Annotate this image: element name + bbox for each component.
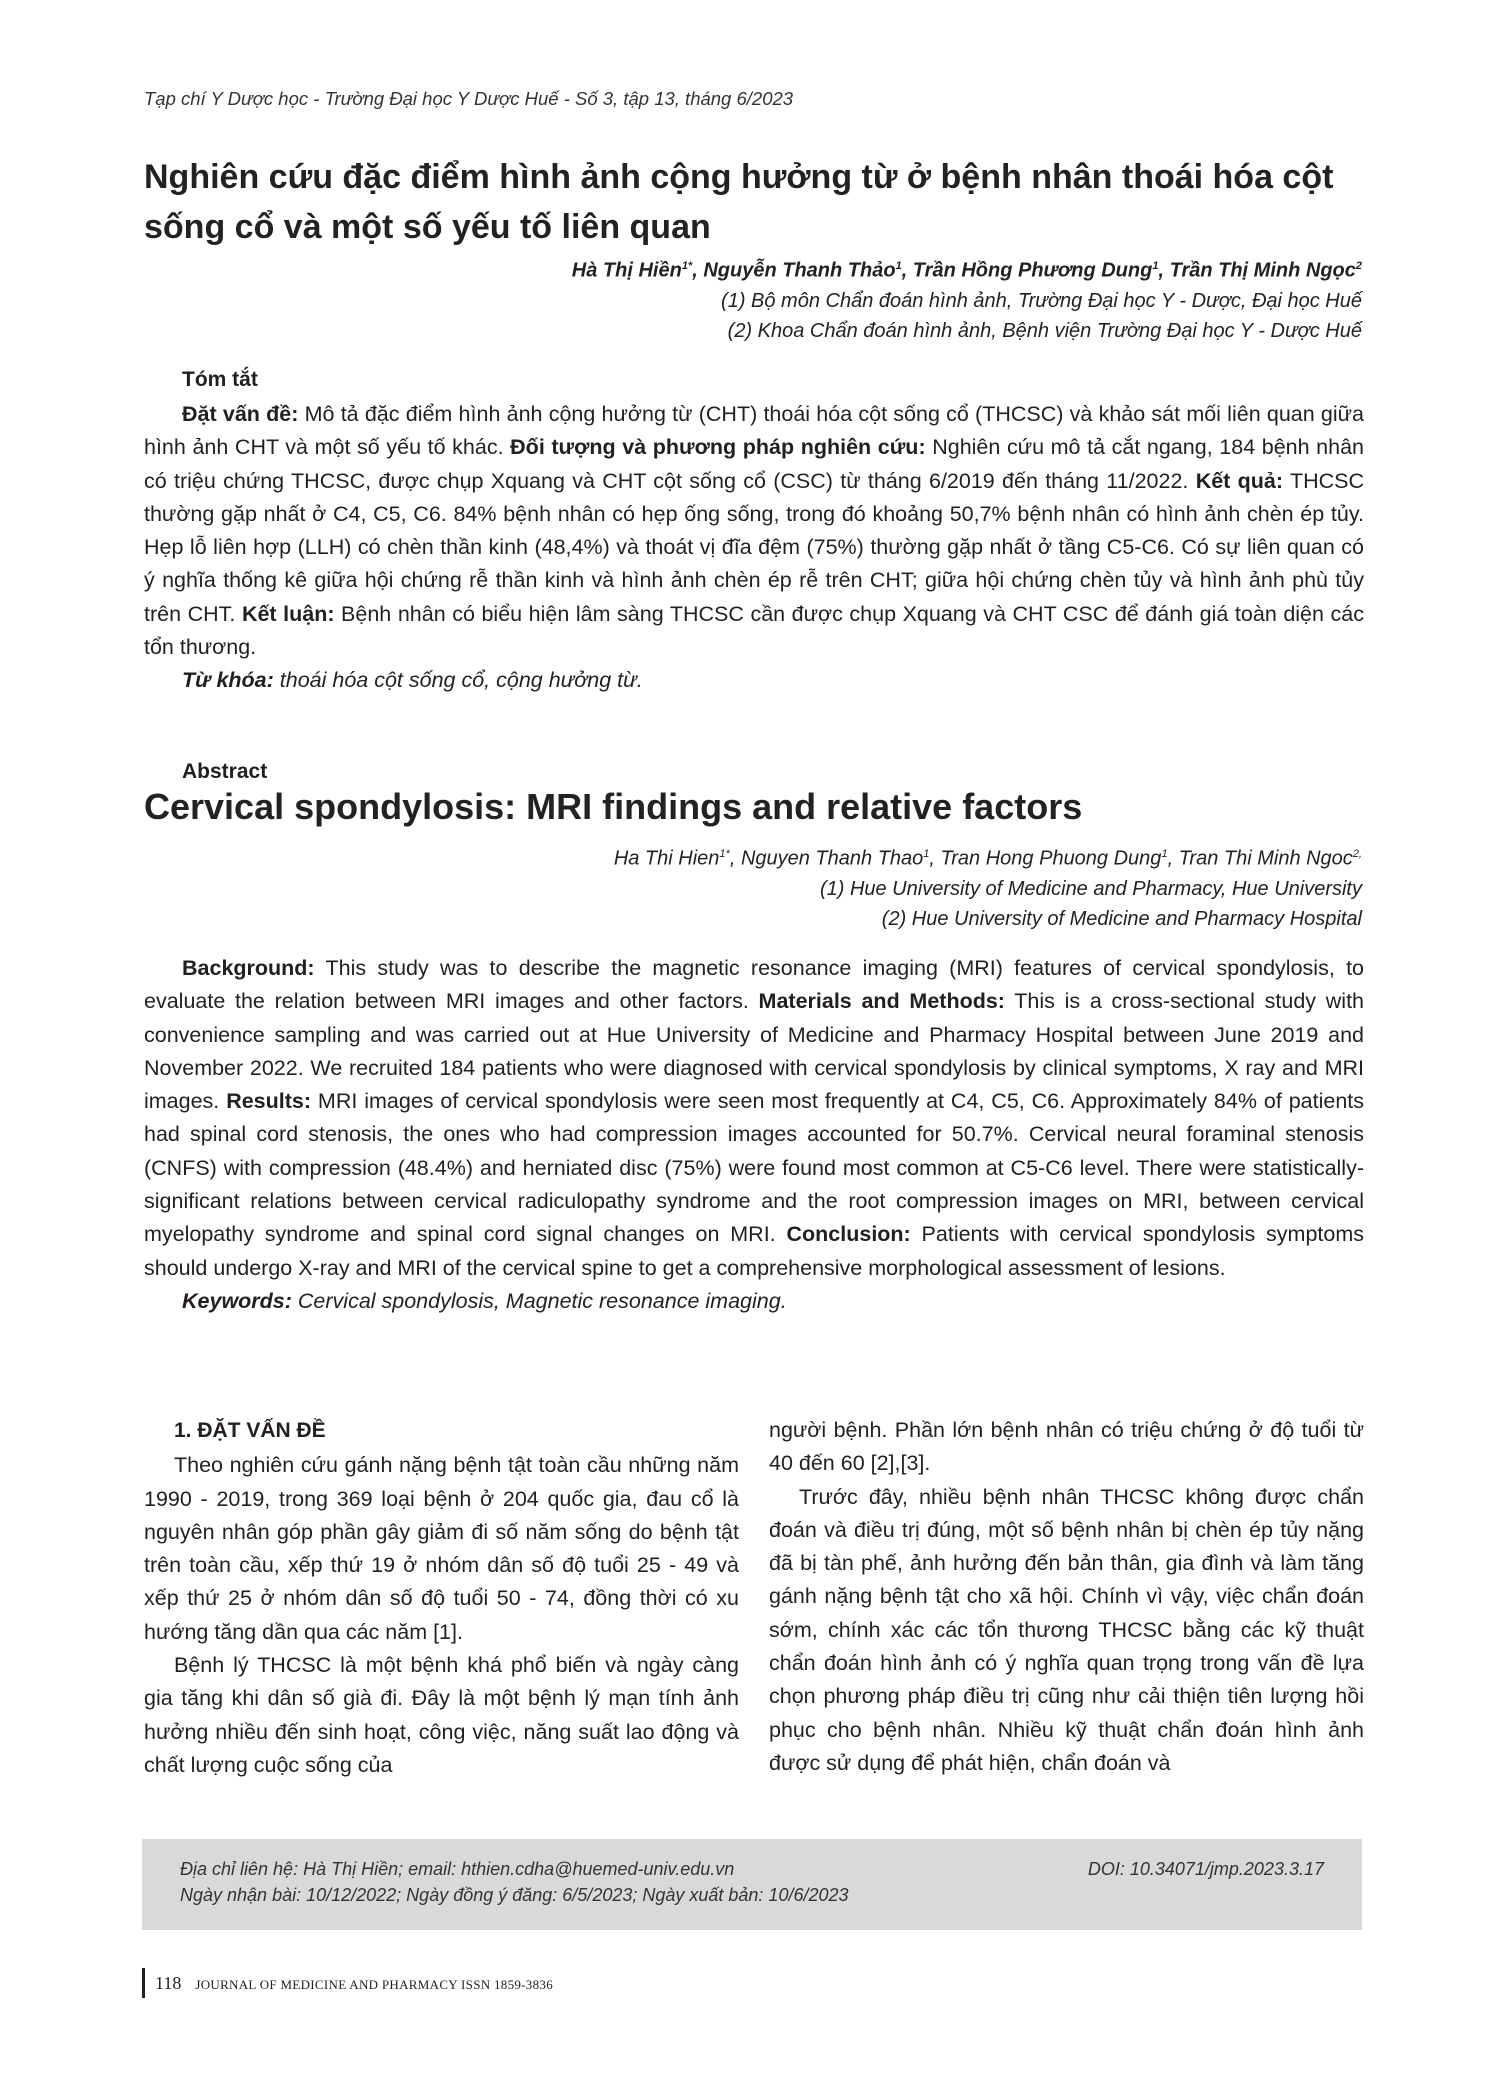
affiliation-2-vn: (2) Khoa Chẩn đoán hình ảnh, Bệnh viện Trường Đại học Y - Dược Huế — [727, 319, 1362, 342]
author-affil-sup: 2 — [1355, 260, 1362, 272]
doi-line: DOI: 10.34071/jmp.2023.3.17 — [1087, 1859, 1324, 1879]
correspondence-box — [142, 1839, 1362, 1930]
text-conclusion-vn: Bệnh nhân có biểu hiện lâm sàng THCSC cần được chụp Xquang và CHT CSC để đánh giá toàn diện các tổn thương. — [144, 601, 1364, 660]
label-methods-vn: Đối tượng và phương pháp nghiên cứu: — [510, 435, 926, 460]
page-number: 118 — [155, 1973, 182, 1993]
author-name: , Nguyễn Thanh Thảo — [692, 259, 896, 282]
article-title-en: Cervical spondylosis: MRI findings and relative factors — [144, 786, 1083, 827]
keywords-label-en: Keywords: — [182, 1288, 292, 1313]
body-paragraph: Theo nghiên cứu gánh nặng bệnh tật toàn cầu những năm 1990 - 2019, trong 369 loại bệnh ở 204 quốc gia, đau cổ là nguyên nhân góp phần gây giảm đi số năm sống do bệnh tật trên toàn cầu, xếp thứ 19 ở nhóm dân số độ tuổi 25 - 49 và xếp thứ 25 ở nhóm dân số độ tuổi 50 - 74, đồng thời có xu hướng tăng dần qua các năm [1]. — [144, 1453, 739, 1644]
author-name: , Tran Thi Minh Ngoc — [1167, 847, 1353, 870]
affiliation-1-vn: (1) Bộ môn Chẩn đoán hình ảnh, Trường Đại học Y - Dược, Đại học Huế — [721, 289, 1362, 312]
authors-vn — [572, 251, 1362, 346]
author-name: , Trần Hồng Phương Dung — [901, 259, 1153, 282]
label-results-en: Results: — [226, 1089, 312, 1114]
affiliation-2-en: (2) Hue University of Medicine and Pharmacy Hospital — [881, 907, 1362, 930]
body-paragraph: Bệnh lý THCSC là một bệnh khá phổ biến và ngày càng gia tăng khi dân số già đi. Đây là một bệnh lý mạn tính ảnh hưởng nhiều đến sinh hoạt, công việc, năng suất lao động và chất lượng cuộc sống của — [144, 1653, 739, 1777]
author-name: Ha Thi Hien — [613, 847, 720, 870]
body-paragraph: người bệnh. Phần lớn bệnh nhân có triệu chứng ở độ tuổi từ 40 đến 60 [2],[3]. — [769, 1418, 1364, 1476]
label-conclusion-vn: Kết luận: — [241, 601, 335, 626]
author-affil-sup: 1* — [719, 848, 730, 860]
label-background-en: Background: — [182, 956, 315, 980]
author-name: , Trần Thị Minh Ngọc — [1158, 259, 1356, 282]
article-title-vn: Nghiên cứu đặc điểm hình ảnh cộng hưởng từ ở bệnh nhân thoái hóa cột sống cổ và một số yếu tố liên quan — [144, 158, 1334, 246]
abstract-paragraph-vn — [144, 398, 1364, 664]
body-column-left — [144, 1414, 739, 1782]
author-list-vn — [572, 251, 1362, 286]
keywords-vn — [144, 664, 1364, 697]
abstract-heading-en: Abstract — [182, 760, 268, 783]
text-results-vn: THCSC thường gặp nhất ở C4, C5, C6. 84% bệnh nhân có hẹp ống sống, trong đó khoảng 50,7% bệnh nhân có hình ảnh chèn ép tủy. Hẹp lỗ liên hợp (LLH) có chèn thần kinh (48,4%) và thoát vị đĩa đệm (75%) thường gặp nhất ở tầng C5-C6. Có sự liên quan có ý nghĩa thống kê giữa hội chứng rễ thần kinh và hình ảnh chèn ép rễ trên CHT; giữa hội chứng chèn tủy và hình ảnh phù tủy trên CHT. — [144, 468, 1364, 626]
journal-name: JOURNAL OF MEDICINE AND PHARMACY ISSN 1859-3836 — [195, 1977, 554, 1992]
dates-line: Ngày nhận bài: 10/12/2022; Ngày đồng ý đăng: 6/5/2023; Ngày xuất bản: 10/6/2023 — [180, 1885, 849, 1905]
author-affil-sup: 2, — [1352, 848, 1362, 860]
abstract-heading-vn: Tóm tắt — [182, 368, 258, 391]
author-affil-sup: 1* — [681, 260, 693, 272]
author-name: , Nguyen Thanh Thao — [729, 847, 924, 870]
body-paragraph: Trước đây, nhiều bệnh nhân THCSC không được chẩn đoán và điều trị đúng, một số bệnh nhân bị chèn ép tủy nặng đã bị tàn phế, ảnh hưởng đến bản thân, gia đình và làm tăng gánh nặng bệnh tật cho xã hội. Chính vì vậy, việc chẩn đoán sớm, chính xác các tổn thương THCSC bằng các kỹ thuật chẩn đoán hình ảnh có ý nghĩa quan trọng trong vấn đề lựa chọn phương pháp điều trị cũng như cải thiện tiên lượng hồi phục cho bệnh nhân. Nhiều kỹ thuật chẩn đoán hình ảnh được sử dụng để phát hiện, chẩn đoán và — [769, 1484, 1364, 1775]
author-affil-sup: 1 — [1152, 260, 1159, 272]
abstract-paragraph-en — [144, 952, 1364, 1285]
author-name: , Tran Hong Phuong Dung — [929, 847, 1162, 870]
text-conclusion-en: Patients with cervical spondylosis symptoms should undergo X-ray and MRI of the cervical spine to get a comprehensive morphological assessment of lesions. — [144, 1222, 1364, 1280]
contact-line: Địa chỉ liên hệ: Hà Thị Hiền; email: hthien.cdha@huemed-univ.edu.vn — [180, 1859, 735, 1879]
journal-header: Tạp chí Y Dược học - Trường Đại học Y Dược Huế - Số 3, tập 13, tháng 6/2023 — [144, 88, 794, 109]
body-column-right — [769, 1414, 1364, 1780]
text-methods-vn: Nghiên cứu mô tả cắt ngang, 184 bệnh nhân có triệu chứng THCSC, được chụp Xquang và CHT cột sống cổ (CSC) từ tháng 6/2019 đến tháng 11/2022. — [144, 435, 1365, 493]
label-results-vn: Kết quả: — [1195, 468, 1284, 493]
authors-en — [614, 839, 1362, 934]
keywords-label-vn: Từ khóa: — [182, 668, 274, 693]
abstract-vn — [144, 398, 1364, 698]
author-list-en — [614, 839, 1362, 874]
author-affil-sup: 1 — [923, 848, 930, 860]
section-1-heading: 1. ĐẶT VẤN ĐỀ — [174, 1419, 326, 1442]
text-results-en: MRI images of cervical spondylosis were seen most frequently at C4, C5, C6. Approximately 84% of patients had spinal cord stenosis, the ones who had compression images accounted for 50.7%. Cervical neural foraminal stenosis (CNFS) with compression (48.4%) and herniated disc (75%) were found most common at C5-C6 level. There were statistically-significant relations between cervical radiculopathy syndrome and the root compression images on MRI, between cervical myelopathy syndrome and spinal cord signal changes on MRI. — [144, 1089, 1364, 1247]
keywords-en — [144, 1285, 1364, 1318]
text-methods-en: This is a cross-sectional study with convenience sampling and was carried out at Hue University of Medicine and Pharmacy Hospital between June 2019 and November 2022. We recruited 184 patients who were diagnosed with cervical spondylosis by clinical symptoms, X ray and MRI images. — [144, 989, 1364, 1114]
keywords-text-vn: thoái hóa cột sống cổ, cộng hưởng từ. — [273, 668, 643, 693]
label-conclusion-en: Conclusion: — [786, 1222, 911, 1247]
author-affil-sup: 1 — [1161, 848, 1168, 860]
abstract-en — [144, 952, 1364, 1318]
text-background-vn: Mô tả đặc điểm hình ảnh cộng hưởng từ (CHT) thoái hóa cột sống cổ (THCSC) và khảo sát mối liên quan giữa hình ảnh CHT và một số yếu tố khác. — [144, 402, 1365, 460]
label-methods-en: Materials and Methods: — [758, 989, 1005, 1014]
text-background-en: This study was to describe the magnetic resonance imaging (MRI) features of cervical spondylosis, to evaluate the relation between MRI images and other factors. — [144, 956, 1364, 1014]
affiliation-1-en: (1) Hue University of Medicine and Pharmacy, Hue University — [819, 877, 1362, 900]
author-name: Hà Thị Hiền — [571, 259, 682, 282]
label-background-vn: Đặt vấn đề: — [182, 402, 299, 426]
keywords-text-en: Cervical spondylosis, Magnetic resonance imaging. — [291, 1288, 787, 1313]
author-affil-sup: 1 — [895, 260, 902, 272]
page-footer — [142, 1968, 553, 1998]
